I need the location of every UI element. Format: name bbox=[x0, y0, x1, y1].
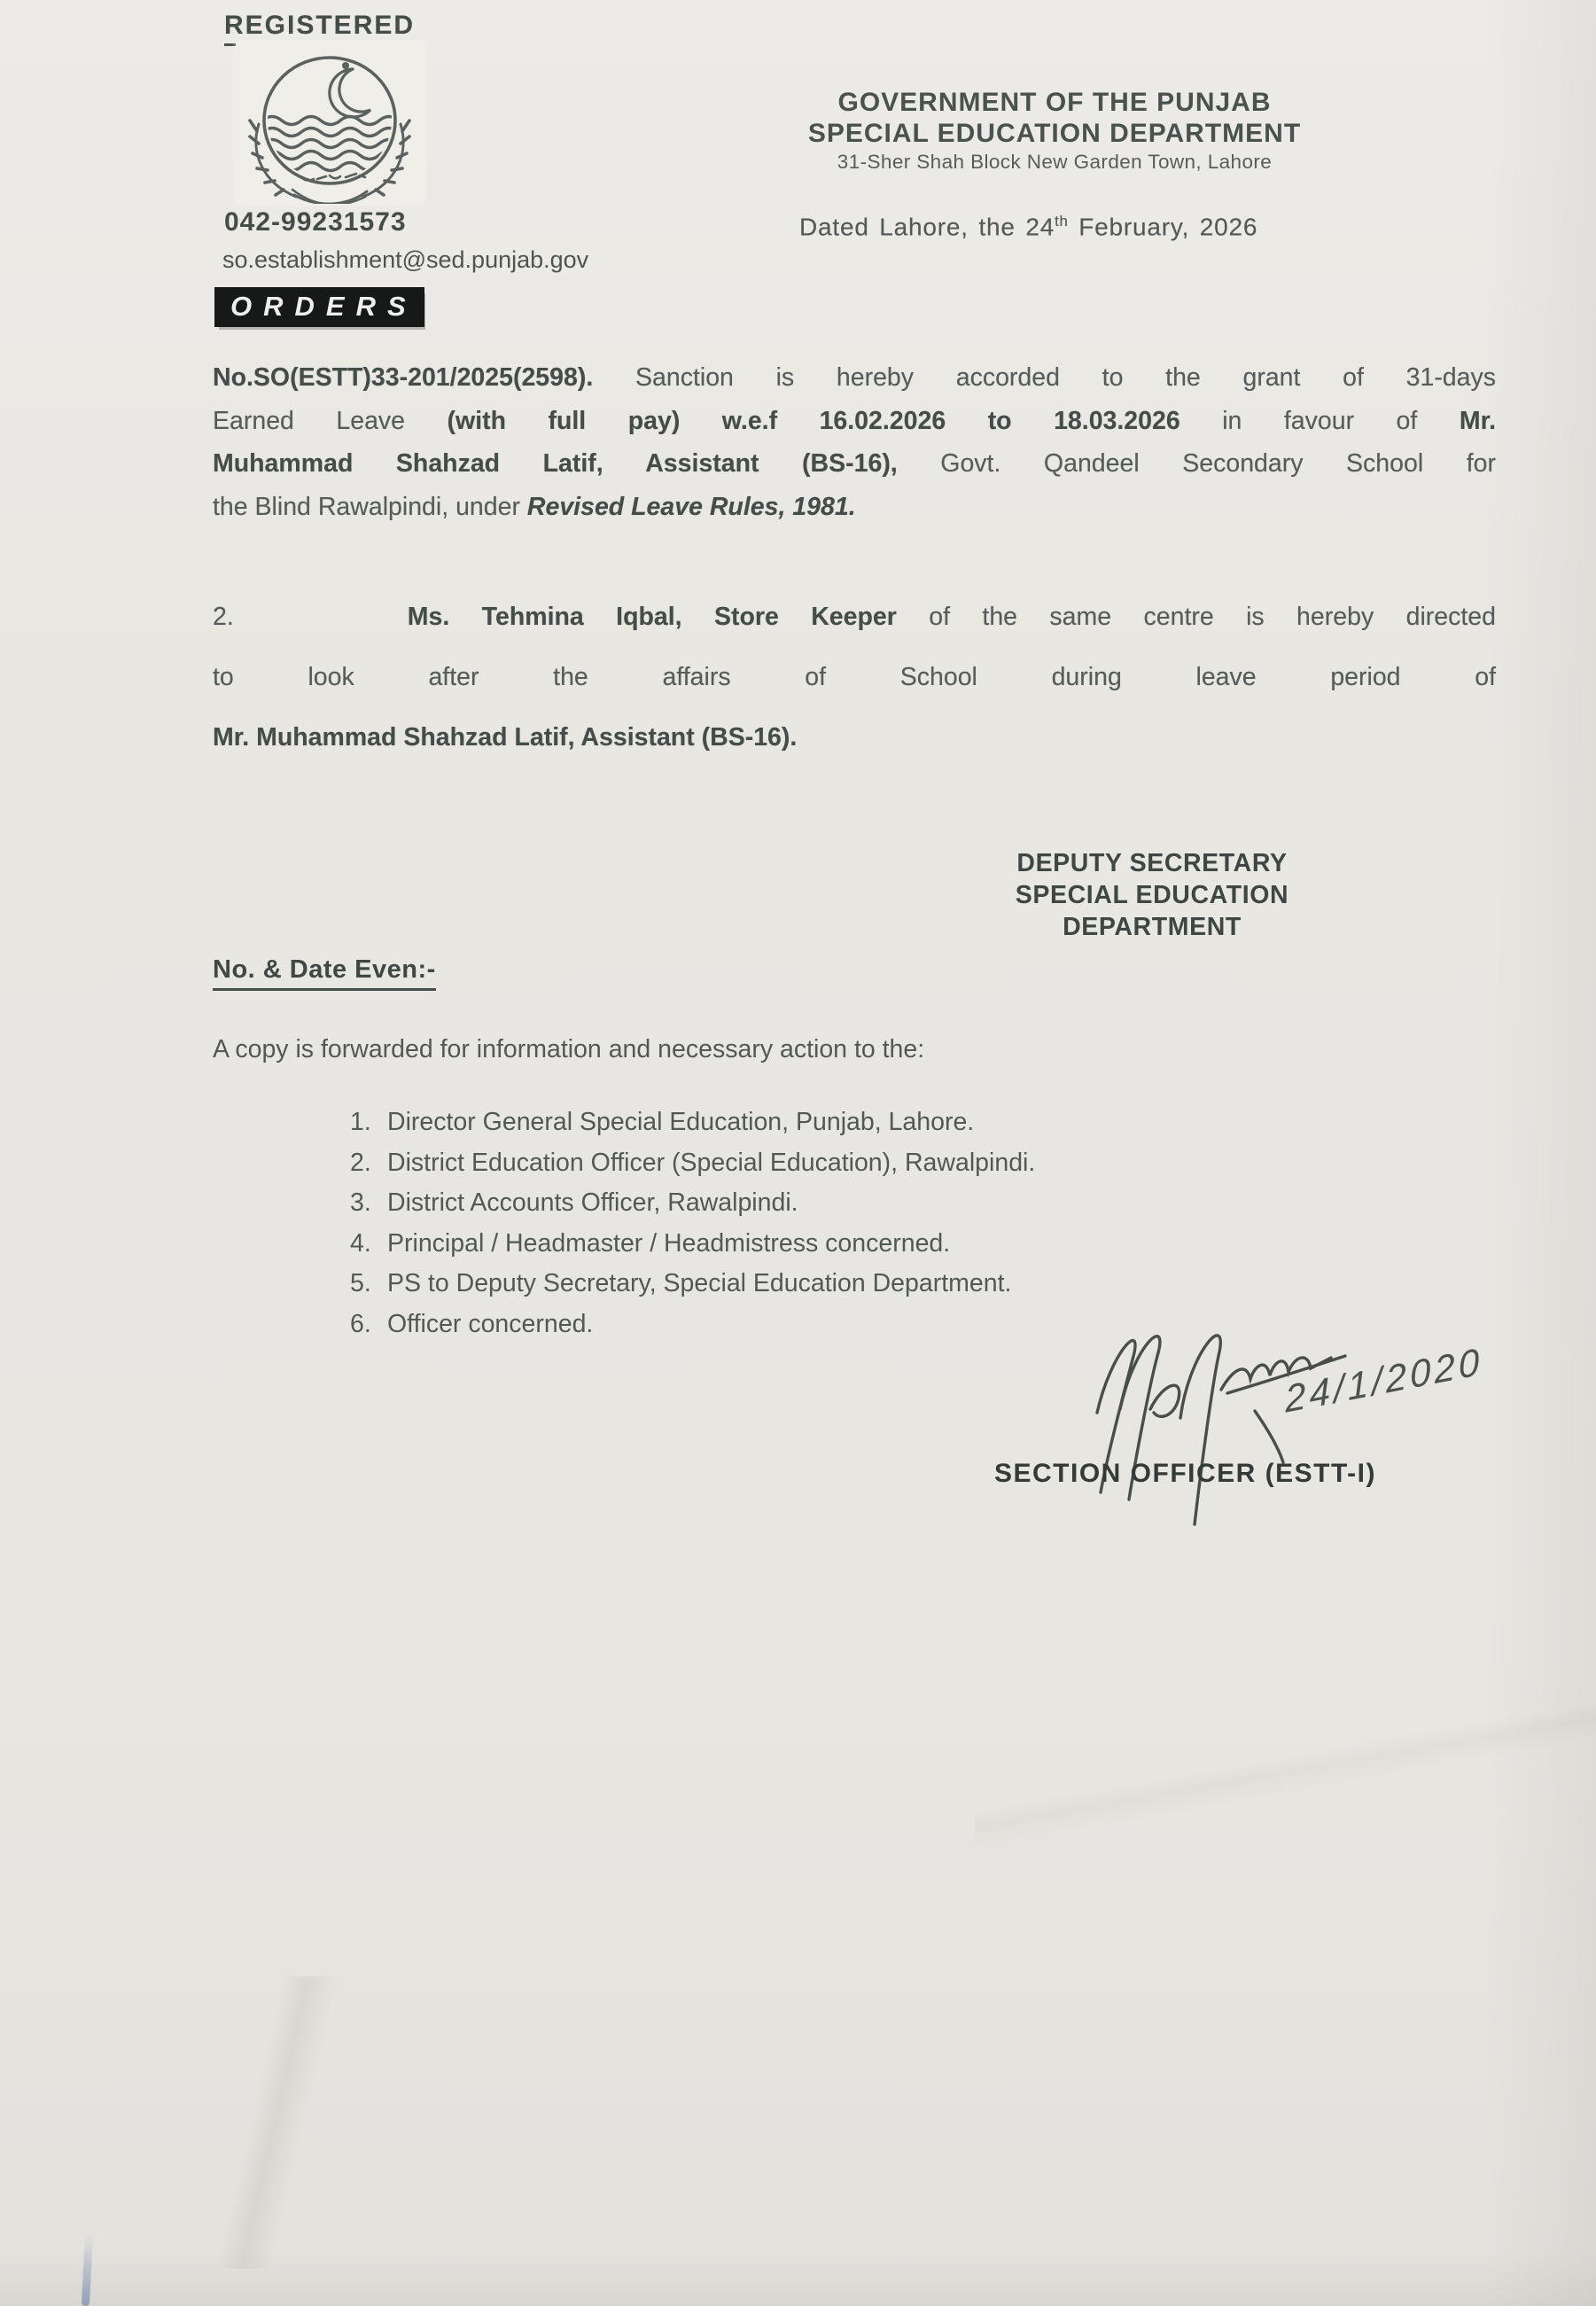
order-para-line-2: Earned Leave (with full pay) w.e.f 16.02.2026 to 18.03.2026 in favour of Mr. bbox=[213, 406, 1497, 435]
no-and-date-even-heading: No. & Date Even:- bbox=[213, 955, 436, 991]
signatory-line-3: DEPARTMENT bbox=[1063, 913, 1242, 941]
cc-text: District Accounts Officer, Rawalpindi. bbox=[387, 1188, 798, 1217]
copy-forwarded-line: A copy is forwarded for information and necessary action to the: bbox=[213, 1035, 925, 1063]
department-address: 31-Sher Shah Block New Garden Town, Lahore bbox=[837, 151, 1273, 173]
cc-text: District Education Officer (Special Education), Rawalpindi. bbox=[387, 1148, 1036, 1177]
cc-item-2 bbox=[350, 1143, 1035, 1184]
cc-text: Director General Special Education, Punjab, Lahore. bbox=[387, 1108, 975, 1136]
signatory-line-1: DEPUTY SECRETARY bbox=[1016, 849, 1288, 877]
handwritten-date: 24/1/2020 bbox=[1283, 1340, 1484, 1422]
paper-crease bbox=[975, 1551, 1596, 1994]
lookafter-paragraph bbox=[213, 587, 1496, 767]
section-officer-title: SECTION OFFICER (ESTT-I) bbox=[994, 1459, 1376, 1488]
signatory-line-2: SPECIAL EDUCATION bbox=[1015, 881, 1289, 909]
cc-number: 4. bbox=[350, 1228, 371, 1258]
orders-heading: ORDERS bbox=[214, 287, 424, 327]
cc-item-5 bbox=[350, 1264, 1035, 1305]
cc-number: 6. bbox=[350, 1309, 371, 1338]
order-para-line-4: the Blind Rawalpindi, under Revised Leave Rules, 1981. bbox=[213, 492, 856, 521]
lookafter-line-2: to look after the affairs of School during leave period of bbox=[213, 663, 1496, 691]
cc-text: Principal / Headmaster / Headmistress concerned. bbox=[387, 1228, 951, 1258]
dated-line: Dated Lahore, the 24th February, 2026 bbox=[799, 213, 1258, 241]
cc-item-1 bbox=[350, 1102, 1035, 1143]
cc-number: 5. bbox=[350, 1269, 371, 1297]
department-title: SPECIAL EDUCATION DEPARTMENT bbox=[807, 119, 1302, 148]
government-title: GOVERNMENT OF THE PUNJAB bbox=[837, 88, 1272, 117]
lookafter-line-3: Mr. Muhammad Shahzad Latif, Assistant (BS-16). bbox=[213, 723, 798, 752]
cc-item-6 bbox=[350, 1305, 1035, 1345]
crest-label-box bbox=[236, 43, 424, 204]
cc-number: 1. bbox=[350, 1108, 371, 1136]
cc-number: 2. bbox=[350, 1148, 371, 1177]
punjab-crest-icon bbox=[236, 192, 424, 207]
signatory-designation-block bbox=[895, 847, 1409, 943]
cc-number: 3. bbox=[350, 1188, 371, 1217]
office-phone-number: 042-99231573 bbox=[224, 207, 407, 237]
cc-item-4 bbox=[350, 1224, 1035, 1265]
cc-list bbox=[350, 1102, 1035, 1344]
order-para-line-1: No.SO(ESTT)33-201/2025(2598). Sanction is hereby accorded to the grant of 31-days bbox=[213, 363, 1497, 392]
paper-crease bbox=[0, 1976, 549, 2269]
registered-stamp: REGISTERED bbox=[224, 11, 415, 46]
cc-item-3 bbox=[350, 1183, 1035, 1224]
letterhead bbox=[749, 87, 1360, 175]
paper-edge-shadow bbox=[0, 2251, 1596, 2306]
cc-text: Officer concerned. bbox=[387, 1309, 594, 1338]
order-paragraph bbox=[213, 356, 1496, 528]
order-para-line-3: Muhammad Shahzad Latif, Assistant (BS-16), Govt. Qandeel Secondary School for bbox=[213, 449, 1496, 478]
office-email: so.establishment@sed.punjab.gov bbox=[222, 246, 589, 273]
lookafter-line-1: 2. Ms. Tehmina Iqbal, Store Keeper of the same centre is hereby directed bbox=[213, 603, 1496, 631]
cc-text: PS to Deputy Secretary, Special Education Department. bbox=[387, 1269, 1012, 1297]
